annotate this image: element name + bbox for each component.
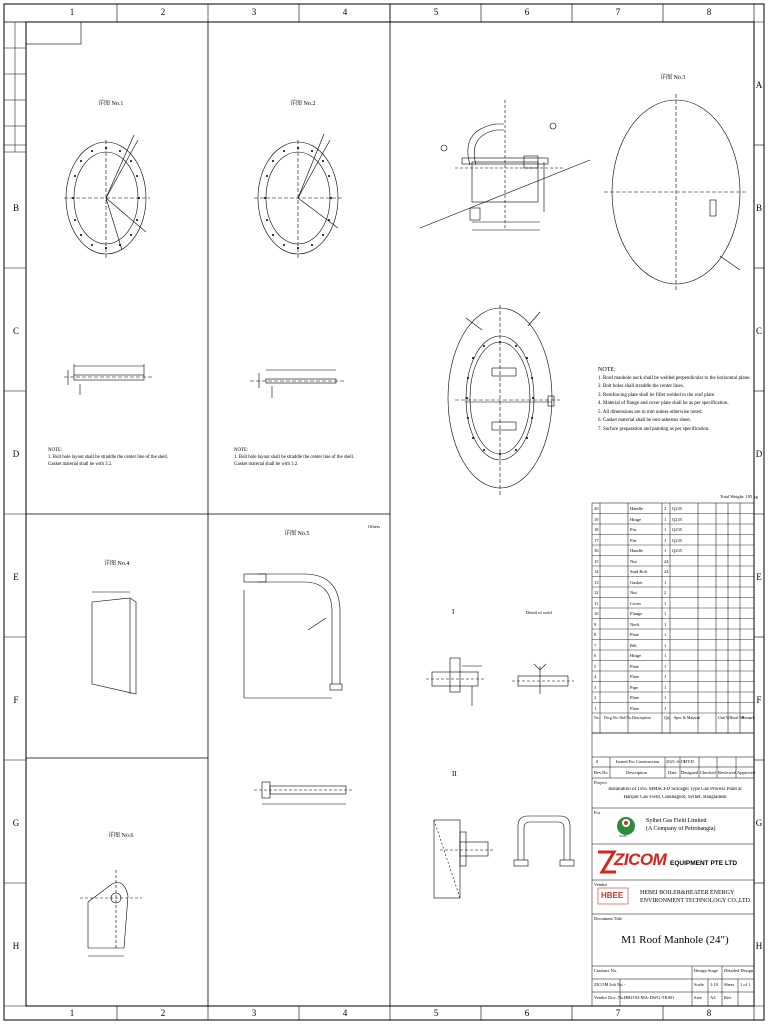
column-label: 8	[706, 1008, 712, 1018]
note-line: 5. All dimensions are in mm unless otherwise noted.	[598, 409, 703, 415]
plate-detail	[92, 592, 136, 694]
row-label: E	[13, 572, 19, 582]
column-label: 3	[251, 1008, 257, 1018]
rev-header: Approved	[737, 770, 755, 775]
column-label: 7	[615, 7, 621, 17]
weld-detail	[512, 664, 574, 694]
note-line: 1. Bolt hole layout shall be straddle the center line of the shell.	[234, 455, 355, 460]
design-stage-label: Design Stage	[694, 968, 718, 973]
column-label: 6	[524, 7, 530, 17]
bom-cell: 1	[664, 705, 667, 711]
bom-cell: Cover	[630, 600, 641, 606]
detail-label: 详图 No.6	[108, 833, 134, 839]
bom-header-cell: Unit Wt	[718, 715, 731, 720]
vendor-line-1: HEBEI BOILER&HEATER ENERGY	[640, 890, 735, 896]
sheet-label: Sheet	[724, 982, 734, 987]
notes-left-1	[48, 447, 168, 468]
row-label: H	[755, 941, 763, 951]
bom-header-cell: Qty	[664, 715, 670, 720]
detail-label: Detail of weld	[526, 610, 552, 615]
bom-cell: 18	[594, 527, 599, 532]
bom-cell: 12	[594, 590, 599, 595]
rev-header: Description	[626, 770, 647, 775]
bom-cell: Hinge	[630, 653, 641, 658]
bom-header-cell: Remark	[742, 715, 755, 720]
contractor-suffix: EQUIPMENT PTE LTD	[670, 860, 738, 867]
vendor-line-2: ENVIRONMENT TECHNOLOGY CO.,LTD.	[640, 898, 752, 904]
sgfl-logo-icon	[617, 817, 635, 835]
bom-cell: 1	[664, 632, 667, 637]
bom-cell: 4	[594, 674, 597, 679]
bom-cell: 6	[594, 653, 597, 658]
bom-cell: Pin	[630, 527, 637, 532]
bom-cell: 1	[664, 621, 667, 627]
bom-cell: Handle	[630, 548, 643, 553]
note-title: NOTE:	[598, 367, 616, 373]
rev-no: 0	[596, 759, 599, 764]
row-label: G	[12, 818, 20, 828]
bom-cell: 10	[594, 611, 599, 616]
bom-cell: 1	[664, 548, 667, 553]
bom-header-cell: Dwg.No./Std.No.	[604, 715, 633, 720]
bom-cell: 24	[664, 569, 669, 574]
column-label: 4	[342, 1008, 348, 1018]
row-label: E	[756, 572, 762, 582]
section-label: II	[452, 770, 457, 778]
note-line: 7. Surface preparation and painting as per specification.	[598, 426, 710, 432]
notes-main	[598, 366, 751, 434]
bom-cell: 1	[664, 537, 667, 543]
column-label: 1	[69, 7, 75, 17]
bom-cell: Q235	[672, 506, 682, 511]
row-label: F	[13, 695, 19, 705]
bom-cell: 20	[594, 506, 599, 511]
column-label: 5	[433, 1008, 439, 1018]
bom-cell: Rib	[630, 642, 637, 648]
bom-cell: 19	[594, 516, 599, 522]
rev-date: 2021-4-15	[666, 759, 685, 764]
handle-detail	[244, 574, 342, 698]
column-label: 2	[160, 1008, 166, 1018]
manhole-elevation	[420, 100, 590, 230]
job-no-label: ZICOM Job No.	[594, 982, 624, 987]
vendor-label: Vendor	[594, 882, 607, 887]
bom-cell: Q235	[672, 548, 682, 553]
bom-cell: Nut	[630, 590, 637, 595]
contractor-name: ZICOM	[614, 850, 667, 869]
scale-value: 1:10	[710, 982, 719, 987]
bom-cell: 17	[594, 537, 599, 543]
bom-cell: Q235	[672, 527, 682, 532]
column-label: 7	[615, 1008, 621, 1018]
bom-cell: 1	[664, 611, 667, 616]
column-label: 4	[342, 7, 348, 17]
handle-side	[514, 816, 574, 866]
detail-label: 详图 No.2	[290, 101, 316, 107]
bom-cell: Plate	[630, 632, 639, 637]
note-line: 3. Reinforcing plate shall be fillet welded to the roof plate.	[598, 392, 716, 398]
rev-header: Date	[668, 770, 677, 775]
bom-cell: 2	[664, 506, 667, 511]
flange-section-2	[250, 370, 346, 398]
note-line: 4. Material of flange and cover plate shall be as per specification.	[598, 401, 729, 406]
pin-detail	[254, 782, 352, 804]
note-line: 6. Gasket material shall be non-asbestos sheet.	[598, 418, 692, 423]
bom-cell: 2	[664, 590, 667, 595]
bom-cell: 1	[664, 653, 667, 658]
bom-cell: 11	[594, 600, 599, 606]
bom-cell: Flange	[630, 611, 643, 616]
bom-cell: Pin	[630, 537, 637, 543]
column-label: 3	[251, 7, 257, 17]
detail-label: 详图 No.4	[104, 561, 130, 567]
row-label: A	[755, 80, 763, 90]
job-no-value: -	[624, 982, 626, 987]
document-label: Document Title	[594, 916, 623, 921]
rev-description: Issued For Construction	[616, 759, 660, 764]
bom-cell: 24	[664, 558, 669, 564]
vendor-logo: HBEE	[601, 891, 624, 900]
owner-logo-text: SGFL	[619, 834, 628, 838]
row-label: B	[755, 203, 762, 213]
owner-label: For	[594, 810, 601, 815]
note-line: Gasket material shall be with 3.2.	[234, 462, 299, 467]
column-label: 5	[433, 7, 439, 17]
note-line: Gasket material shall be with 3.2.	[48, 462, 113, 467]
bom-cell: 13	[594, 579, 599, 585]
flange-plan-2	[254, 134, 342, 258]
rev-header: Rev.No.	[594, 770, 609, 775]
detail-design-label: Detailed Design	[724, 968, 754, 973]
row-label: F	[756, 695, 762, 705]
detail-label: 详图 No.3	[660, 75, 686, 81]
row-label: B	[12, 203, 19, 213]
bom-cell: 1	[664, 663, 667, 669]
row-label: D	[12, 449, 20, 459]
section-II	[434, 820, 494, 898]
hinge-detail	[80, 870, 142, 956]
size-value: A3	[710, 995, 716, 1000]
bom-cell: 1	[664, 684, 667, 690]
row-label: C	[12, 326, 19, 336]
bom-cell: 1	[664, 674, 667, 679]
bom-cell: Hinge	[630, 516, 641, 522]
bom-cell: Plate	[630, 695, 639, 700]
row-label: G	[755, 818, 763, 828]
vendor-doc-value: HB2103-MA-DWG-TK001	[624, 995, 675, 1000]
bom-cell: 5	[594, 663, 597, 669]
owner-name: Sylhet Gas Field Limited	[646, 818, 707, 824]
bom-cell: 2	[594, 695, 597, 700]
bom-cell: Q235	[672, 537, 682, 543]
bom-cell: 3	[594, 684, 597, 690]
column-label: 6	[524, 1008, 530, 1018]
reinforcing-plate-plan	[448, 305, 560, 495]
column-label: 1	[69, 1008, 75, 1018]
section-label: I	[452, 608, 455, 616]
vendor-doc-label: Vendor Doc. No.	[594, 995, 625, 1000]
bom-cell: 7	[594, 642, 597, 648]
project-label: Project	[594, 780, 607, 785]
flange-section-1	[64, 364, 154, 395]
bom-cell: 1	[664, 642, 667, 648]
owner-sub: (A Company of Petrobangla)	[646, 826, 716, 832]
rev-label: Rev.	[724, 995, 733, 1000]
document-title: M1 Roof Manhole (24")	[621, 934, 729, 946]
note-line: 1. Roof manhole neck shall be welded perpendicular to the horizontal plane.	[598, 375, 751, 381]
bom-header-cell: Description	[632, 715, 651, 720]
bom-cell: 9	[594, 621, 597, 627]
detail-label: 详图 No.5	[284, 531, 310, 537]
bom-cell: 1	[664, 527, 667, 532]
bom-cell: 8	[594, 632, 597, 637]
bom-cell: 1	[664, 516, 667, 522]
bom-header-cell: Spec & Material	[674, 715, 701, 720]
bom-cell: Plate	[630, 705, 639, 711]
project-line-2: Haripur Gas Field, Chiknagool, Sylhet, Bangladesh	[623, 795, 727, 800]
sheet-value: 1 of 1	[740, 982, 751, 987]
bom-cell: Handle	[630, 506, 643, 511]
contract-no-label: Contract No.	[594, 968, 618, 973]
total-weight: Total Weight: 105 kg	[720, 494, 758, 499]
row-label: H	[12, 941, 20, 951]
bom-cell: 14	[594, 569, 599, 574]
rev-designed: HYD	[684, 759, 694, 764]
bom-cell: 1	[664, 600, 667, 606]
bom-cell: Plate	[630, 663, 639, 669]
section-I	[426, 658, 484, 706]
scale-label: Scale	[694, 982, 704, 987]
rev-header: Reviewed	[718, 770, 736, 775]
bom-header-cell: No.	[594, 715, 600, 720]
rev-header: Designed	[681, 770, 698, 775]
flange-plan-1	[64, 135, 150, 258]
bom-cell: Q235	[672, 516, 682, 522]
bom-cell: Nut	[630, 558, 637, 564]
row-label: C	[755, 326, 762, 336]
bom-cell: Gasket	[630, 579, 643, 585]
cover-plan	[604, 94, 748, 290]
notes-left-2	[234, 447, 354, 468]
note-title: NOTE:	[234, 448, 249, 453]
bom-cell: Pipe	[630, 684, 639, 690]
bom-cell: 1	[664, 579, 667, 585]
note-line: 2. Bolt holes shall straddle the center lines.	[598, 384, 684, 389]
column-label: 8	[706, 7, 712, 17]
bom-header-cell: Total Wt	[730, 715, 744, 720]
bom-cell: 1	[664, 695, 667, 700]
note-title: NOTE:	[48, 448, 63, 453]
project-line-1: Installation of 1x65 MMSCFD Silicagel Type Gas Process Plant at	[608, 787, 742, 792]
rev-header: Checked	[700, 770, 716, 775]
column-label: 2	[160, 7, 166, 17]
detail-label: 详图 No.1	[98, 101, 124, 107]
bom-cell: 1	[594, 705, 597, 711]
bom-cell: Plate	[630, 674, 639, 679]
scale-mark: Others	[368, 524, 380, 529]
bom-cell: 15	[594, 558, 599, 564]
bom-cell: 16	[594, 548, 599, 553]
bom-cell: Neck	[630, 621, 640, 627]
size-label: Size	[694, 995, 702, 1000]
note-line: 1. Bolt hole layout shall be straddle the center line of the shell.	[48, 455, 169, 460]
bom-cell: Stud Bolt	[630, 569, 648, 574]
row-label: D	[755, 449, 763, 459]
